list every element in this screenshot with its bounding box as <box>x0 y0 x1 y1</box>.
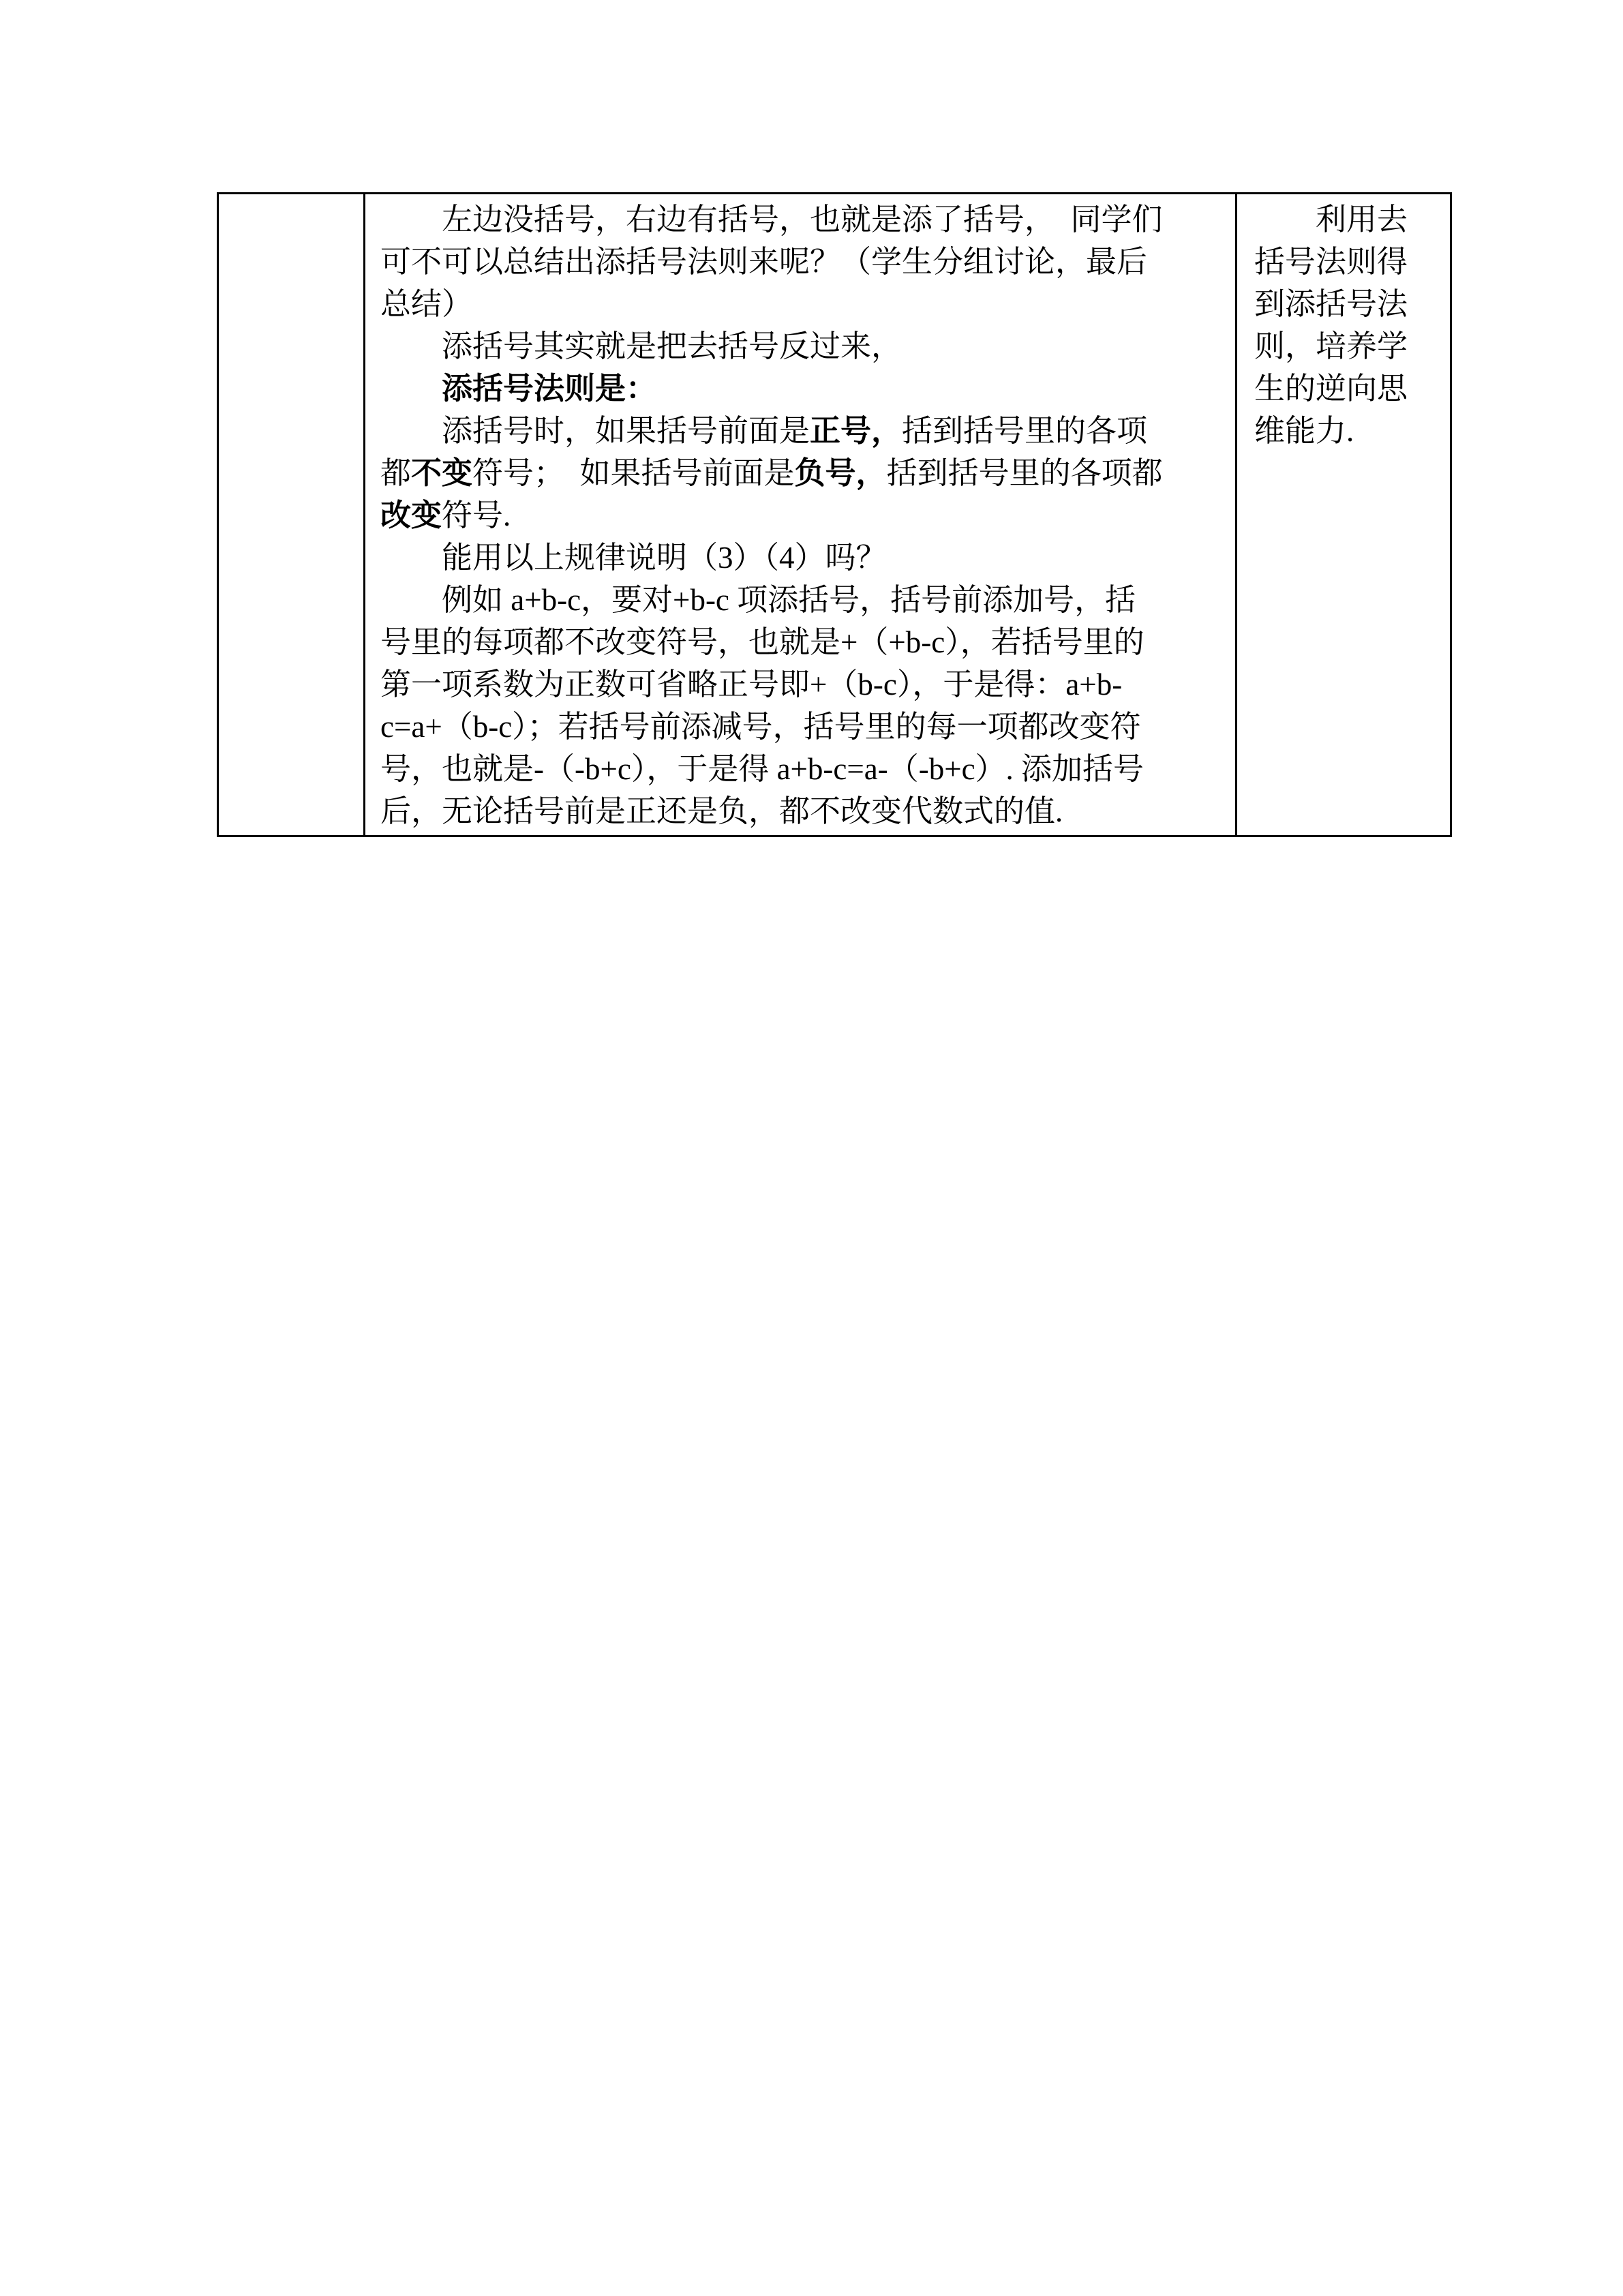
text-line <box>1254 367 1443 410</box>
text-segment: 后，无论括号前是正还是负，都不改变代数式的值. <box>380 794 1063 828</box>
text-segment: 利用去 <box>1254 202 1408 237</box>
text-line <box>380 367 1226 410</box>
text-line <box>380 283 1226 325</box>
text-line <box>380 325 1226 367</box>
text-line <box>1254 325 1443 367</box>
text-line <box>380 452 1226 494</box>
text-line <box>380 410 1226 452</box>
text-segment-bold: 改变 <box>380 498 442 532</box>
text-line <box>380 706 1226 748</box>
text-line <box>380 537 1226 579</box>
text-segment: c=a+（b-c）；若括号前添减号，括号里的每一项都改变符 <box>380 710 1141 744</box>
text-segment: 符号； 如果括号前面是 <box>472 456 795 490</box>
text-segment: 括到括号里的各项都 <box>886 456 1163 490</box>
text-line <box>380 198 1226 241</box>
text-segment: 维能力. <box>1254 414 1354 448</box>
text-segment: 号里的每项都不改变符号，也就是+（+b-c），若括号里的 <box>380 625 1144 659</box>
text-line <box>1254 283 1443 325</box>
text-segment: 到添括号法 <box>1254 287 1408 321</box>
text-segment: 都 <box>380 456 412 490</box>
text-segment: 例如 a+b-c，要对+b-c 项添括号，括号前添加号，括 <box>380 583 1136 617</box>
text-line <box>380 241 1226 283</box>
text-segment: 则，培养学 <box>1254 329 1408 363</box>
text-segment-bold: 负号， <box>794 456 887 490</box>
text-segment: 括号法则得 <box>1254 245 1408 279</box>
text-line <box>1254 241 1443 283</box>
text-segment: 第一项系数为正数可省略正号即+（b-c），于是得：a+b- <box>380 667 1123 701</box>
text-segment: 添括号时，如果括号前面是 <box>380 414 810 448</box>
text-segment: 号，也就是-（-b+c），于是得 a+b-c=a-（-b+c）. 添加括号 <box>380 752 1144 786</box>
text-segment-bold: 添括号法则是： <box>442 372 657 406</box>
text-line <box>1254 410 1443 452</box>
text-line <box>380 579 1226 621</box>
lesson-plan-table <box>217 192 1452 837</box>
table-cell-design-intent <box>1237 194 1450 835</box>
text-line <box>380 663 1226 706</box>
text-segment <box>380 372 442 406</box>
text-line <box>1254 198 1443 241</box>
text-segment: 生的逆向思 <box>1254 372 1408 406</box>
text-segment: 总结） <box>380 287 473 321</box>
text-line <box>380 748 1226 790</box>
text-segment: 左边没括号，右边有括号，也就是添了括号， 同学们 <box>380 202 1163 237</box>
text-segment: 能用以上规律说明（3）（4）吗？ <box>380 541 887 575</box>
text-segment: 添括号其实就是把去括号反过来， <box>380 329 902 363</box>
text-segment-bold: 不变 <box>411 456 473 490</box>
text-segment-bold: 正号， <box>810 414 902 448</box>
text-line <box>380 494 1226 537</box>
text-line <box>380 790 1226 832</box>
table-cell-left-empty <box>219 194 365 835</box>
text-segment: 可不可以总结出添括号法则来呢？（学生分组讨论，最后 <box>380 245 1148 279</box>
table-cell-teaching-process <box>365 194 1237 835</box>
text-segment: 符号. <box>442 498 511 532</box>
text-line <box>380 621 1226 663</box>
text-segment: 括到括号里的各项 <box>902 414 1148 448</box>
